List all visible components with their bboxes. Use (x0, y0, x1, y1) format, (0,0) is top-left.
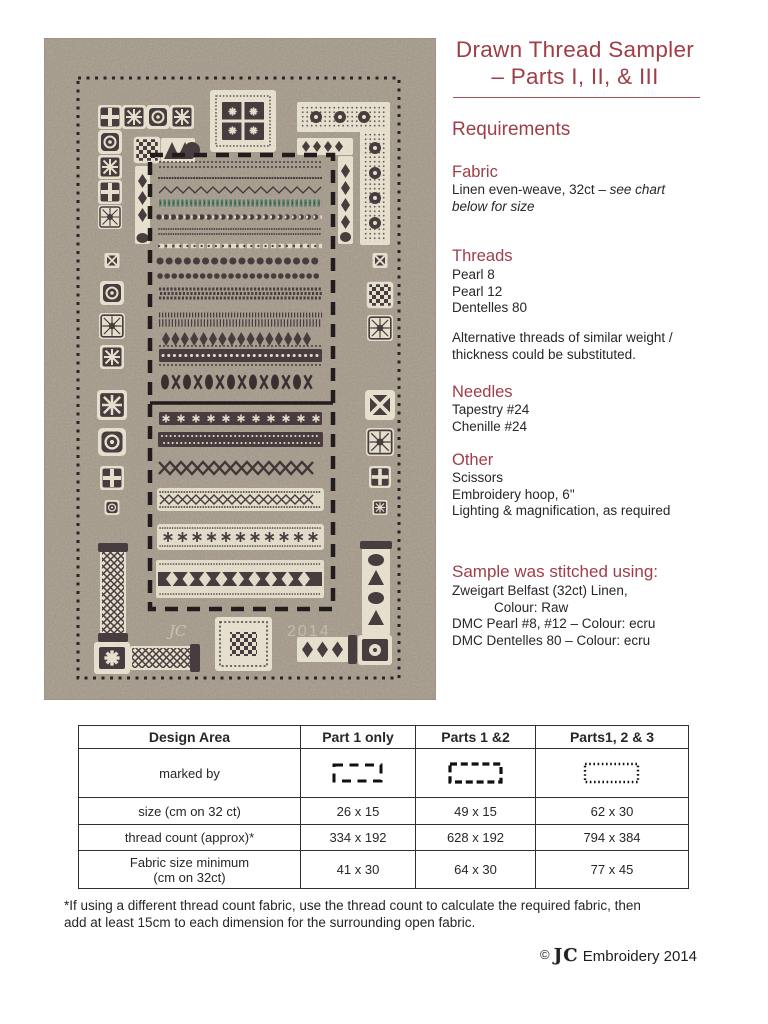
col-header-design-area: Design Area (79, 726, 301, 749)
fabric-min-row (79, 851, 689, 889)
threads-note-line2: thickness could be substituted. (452, 346, 636, 362)
parts123-dot-marker-icon (582, 760, 642, 786)
threads-note (452, 330, 718, 363)
jc-monogram: JC (553, 945, 579, 966)
threads-note-line1: Alternative threads of similar weight / (452, 330, 673, 345)
footer-text: Embroidery 2014 (582, 948, 697, 965)
other-item: Embroidery hoop, 6" (452, 486, 575, 502)
page-title-line2: – Parts I, II, & III (491, 64, 659, 89)
fabric-line1-italic: see chart (609, 182, 666, 197)
fabric-min-part1: 41 x 30 (301, 851, 416, 889)
fabric-min-label (79, 851, 301, 889)
threads-heading: Threads (452, 247, 513, 265)
footnote-line1: *If using a different thread count fabric, use the thread count to calculate the required fabric, then (64, 898, 641, 913)
size-parts12: 49 x 15 (416, 798, 536, 825)
thread-count-parts123: 794 x 384 (536, 825, 689, 851)
needles-list (452, 402, 529, 435)
page-title (440, 36, 710, 90)
copyright-symbol: © (539, 947, 550, 962)
thread-count-row (79, 825, 689, 851)
part1-dash-marker-icon (330, 760, 386, 786)
marker-parts123-cell (536, 749, 689, 798)
marker-parts12-cell (416, 749, 536, 798)
size-label: size (cm on 32 ct) (79, 798, 301, 825)
other-item: Lighting & magnification, as required (452, 503, 671, 518)
other-list (452, 470, 732, 520)
size-part1: 26 x 15 (301, 798, 416, 825)
thread-count-part1: 334 x 192 (301, 825, 416, 851)
parts12-dash-marker-icon (447, 760, 505, 786)
page-title-line1: Drawn Thread Sampler (455, 37, 695, 62)
table-header-row (79, 726, 689, 749)
fabric-min-label-line1: Fabric size minimum (129, 854, 250, 870)
footer-copyright (0, 945, 697, 966)
requirements-heading: Requirements (452, 119, 571, 140)
fabric-line2-italic: below for size (452, 198, 535, 214)
needle-item: Chenille #24 (452, 418, 528, 434)
size-parts123: 62 x 30 (536, 798, 689, 825)
fabric-text (452, 182, 712, 215)
threads-list (452, 267, 527, 317)
marked-by-row (79, 749, 689, 798)
other-item: Scissors (452, 470, 504, 485)
thread-count-parts12: 628 x 192 (416, 825, 536, 851)
needles-heading: Needles (452, 383, 513, 401)
stitched-year: 2014 (287, 623, 331, 640)
needle-item: Tapestry #24 (452, 402, 530, 417)
thread-item: Pearl 12 (452, 283, 503, 299)
sample-heading: Sample was stitched using: (452, 562, 658, 581)
col-header-parts12: Parts 1 &2 (416, 726, 536, 749)
col-header-part1: Part 1 only (301, 726, 416, 749)
sample-line: DMC Dentelles 80 – Colour: ecru (452, 632, 651, 648)
footnote-line2: add at least 15cm to each dimension for the surrounding open fabric. (64, 915, 476, 930)
thread-item: Pearl 8 (452, 267, 495, 282)
sample-line: Zweigart Belfast (32ct) Linen, (452, 583, 628, 598)
title-underline (453, 97, 700, 98)
thread-count-label: thread count (approx)* (79, 825, 301, 851)
marker-part1-cell (301, 749, 416, 798)
sampler-photo (44, 38, 436, 700)
col-header-parts123: Parts1, 2 & 3 (536, 726, 689, 749)
other-heading: Other (452, 451, 494, 469)
fabric-min-parts12: 64 x 30 (416, 851, 536, 889)
marked-by-label: marked by (79, 749, 301, 798)
sample-line: DMC Pearl #8, #12 – Colour: ecru (452, 616, 656, 631)
fabric-min-parts123: 77 x 45 (536, 851, 689, 889)
size-row (79, 798, 689, 825)
footnote (64, 897, 724, 931)
fabric-line1-normal: Linen even-weave, 32ct – (452, 182, 610, 197)
thread-item: Dentelles 80 (452, 300, 528, 315)
design-area-table (78, 725, 689, 889)
stitched-signature: JC (169, 622, 187, 640)
fabric-min-label-line2: (cm on 32ct) (153, 869, 226, 885)
sample-list (452, 583, 732, 649)
fabric-heading: Fabric (452, 163, 498, 181)
sample-line: Colour: Raw (494, 599, 569, 615)
